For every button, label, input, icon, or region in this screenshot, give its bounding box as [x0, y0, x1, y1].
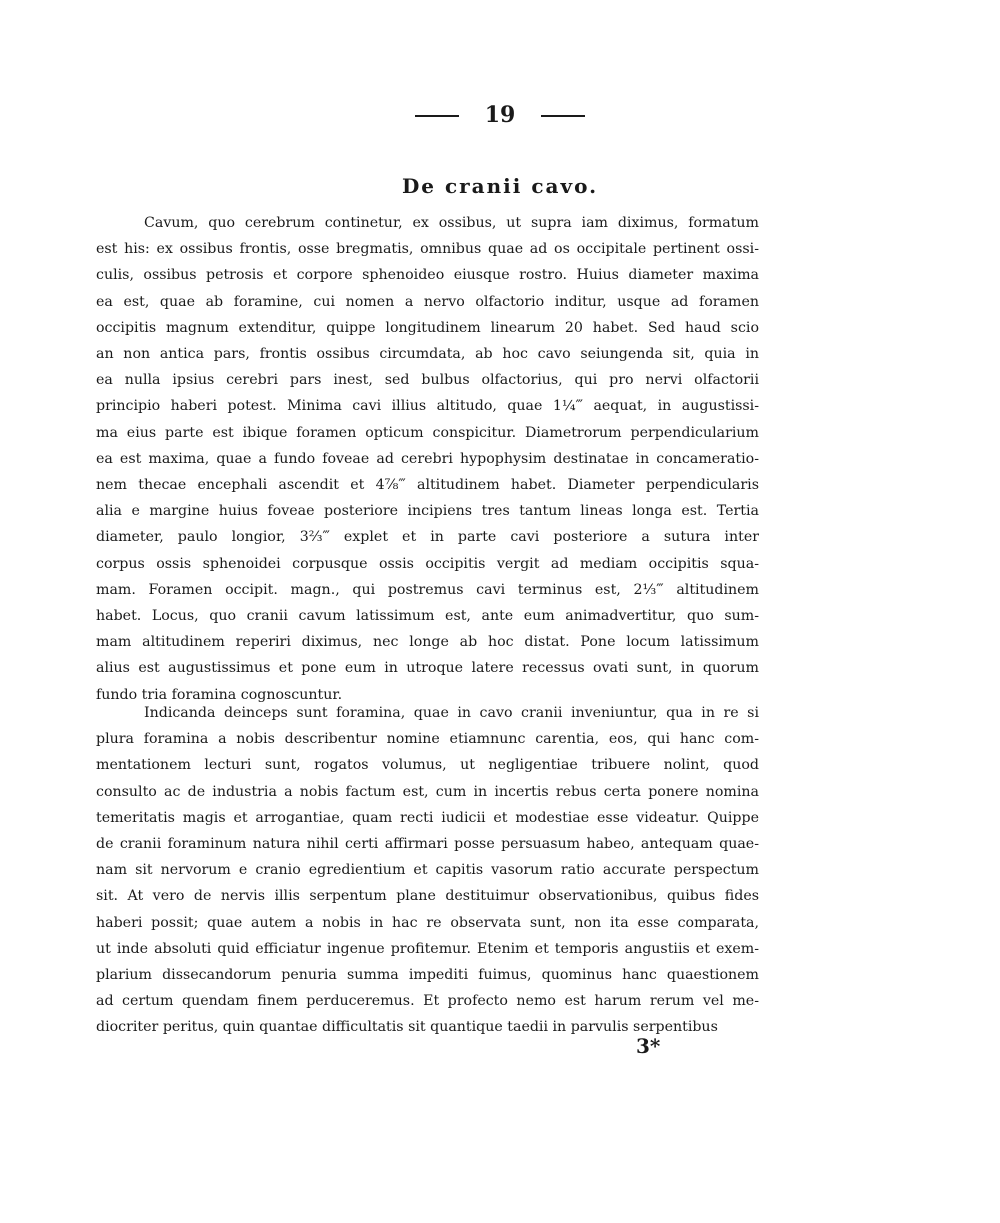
text-line: consulto ac de industria a nobis factum est, cum in incertis rebus certa ponere nomina — [96, 783, 759, 800]
header-dash-right — [541, 115, 585, 117]
text-line: ut inde absoluti quid efficiatur ingenue profitemur. Etenim et temporis angustiis et exem- — [96, 940, 759, 957]
text-line: sit. At vero de nervis illis serpentum plane destituimur observationibus, quibus fides — [96, 888, 759, 905]
text-line: ea nulla ipsius cerebri pars inest, sed bulbus olfactorius, qui pro nervi olfactorii — [96, 372, 759, 389]
text-line: mam. Foramen occipit. magn., qui postremus cavi terminus est, 2⅓‴ altitudinem — [96, 581, 759, 598]
text-line: est his: ex ossibus frontis, osse bregmatis, omnibus quae ad os occipitale pertinent ossi- — [96, 241, 759, 258]
text-line: nem thecae encephali ascendit et 4⅞‴ altitudinem habet. Diameter perpendicularis — [96, 477, 759, 494]
text-line: alia e margine huius foveae posteriore incipiens tres tantum lineas longa est. Tertia — [96, 503, 759, 520]
paragraph-1 — [96, 210, 759, 708]
text-line: corpus ossis sphenoidei corpusque ossis occipitis vergit ad mediam occipitis squa- — [96, 555, 759, 572]
text-line: nam sit nervorum e cranio egredientium et capitis vasorum ratio accurate perspectum — [96, 862, 759, 879]
signature-mark: 3* — [636, 1034, 661, 1058]
header-dash-left — [415, 115, 459, 117]
text-line: temeritatis magis et arrogantiae, quam recti iudicii et modestiae esse videatur. Quippe — [96, 809, 759, 826]
text-line: alius est augustissimus et pone eum in utroque latere recessus ovati sunt, in quorum — [96, 660, 759, 677]
text-line: Indicanda deinceps sunt foramina, quae in cavo cranii inveniuntur, qua in re si — [144, 705, 759, 721]
text-line: diameter, paulo longior, 3⅔‴ explet et in parte cavi posteriore a sutura inter — [96, 529, 759, 546]
text-line: Cavum, quo cerebrum continetur, ex ossibus, ut supra iam diximus, formatum — [144, 215, 759, 231]
text-line: culis, ossibus petrosis et corpore sphenoideo eiusque rostro. Huius diameter maxima — [96, 267, 759, 284]
page-header — [0, 102, 1000, 128]
text-line: ea est maxima, quae a fundo foveae ad cerebri hypophysim destinatae in concameratio- — [96, 450, 759, 467]
text-line: plura foramina a nobis describentur nomine etiamnunc carentia, eos, qui hanc com- — [96, 731, 759, 748]
text-line: de cranii foraminum natura nihil certi affirmari posse persuasum habeo, antequam quae- — [96, 836, 759, 853]
text-line: habet. Locus, quo cranii cavum latissimum est, ante eum animadvertitur, quo sum- — [96, 608, 759, 625]
text-line: fundo tria foramina cognoscuntur. — [96, 686, 343, 703]
text-line: haberi possit; quae autem a nobis in hac re observata sunt, non ita esse comparata, — [96, 914, 759, 931]
text-line: principio haberi potest. Minima cavi illius altitudo, quae 1¼‴ aequat, in augustissi- — [96, 398, 759, 415]
text-line: diocriter peritus, quin quantae difficultatis sit quantique taedii in parvulis serpentibus — [96, 1019, 718, 1036]
text-line: ea est, quae ab foramine, cui nomen a nervo olfactorio inditur, usque ad foramen — [96, 293, 759, 310]
paragraph-2 — [96, 700, 759, 1041]
text-line: ma eius parte est ibique foramen opticum conspicitur. Diametrorum perpendicularium — [96, 424, 759, 441]
text-line: occipitis magnum extenditur, quippe longitudinem linearum 20 habet. Sed haud scio — [96, 319, 759, 336]
text-line: an non antica pars, frontis ossibus circumdata, ab hoc cavo seiungenda sit, quia in — [96, 346, 759, 363]
section-title: De cranii cavo. — [401, 174, 599, 198]
text-line: mam altitudinem reperiri diximus, nec longe ab hoc distat. Pone locum latissimum — [96, 634, 759, 651]
text-line: mentationem lecturi sunt, rogatos volumus, ut negligentiae tribuere nolint, quod — [96, 757, 759, 774]
page-number: 19 — [484, 102, 516, 128]
text-line: plarium dissecandorum penuria summa impediti fuimus, quominus hanc quaestionem — [96, 967, 759, 984]
text-line: ad certum quendam finem perduceremus. Et profecto nemo est harum rerum vel me- — [96, 993, 759, 1010]
